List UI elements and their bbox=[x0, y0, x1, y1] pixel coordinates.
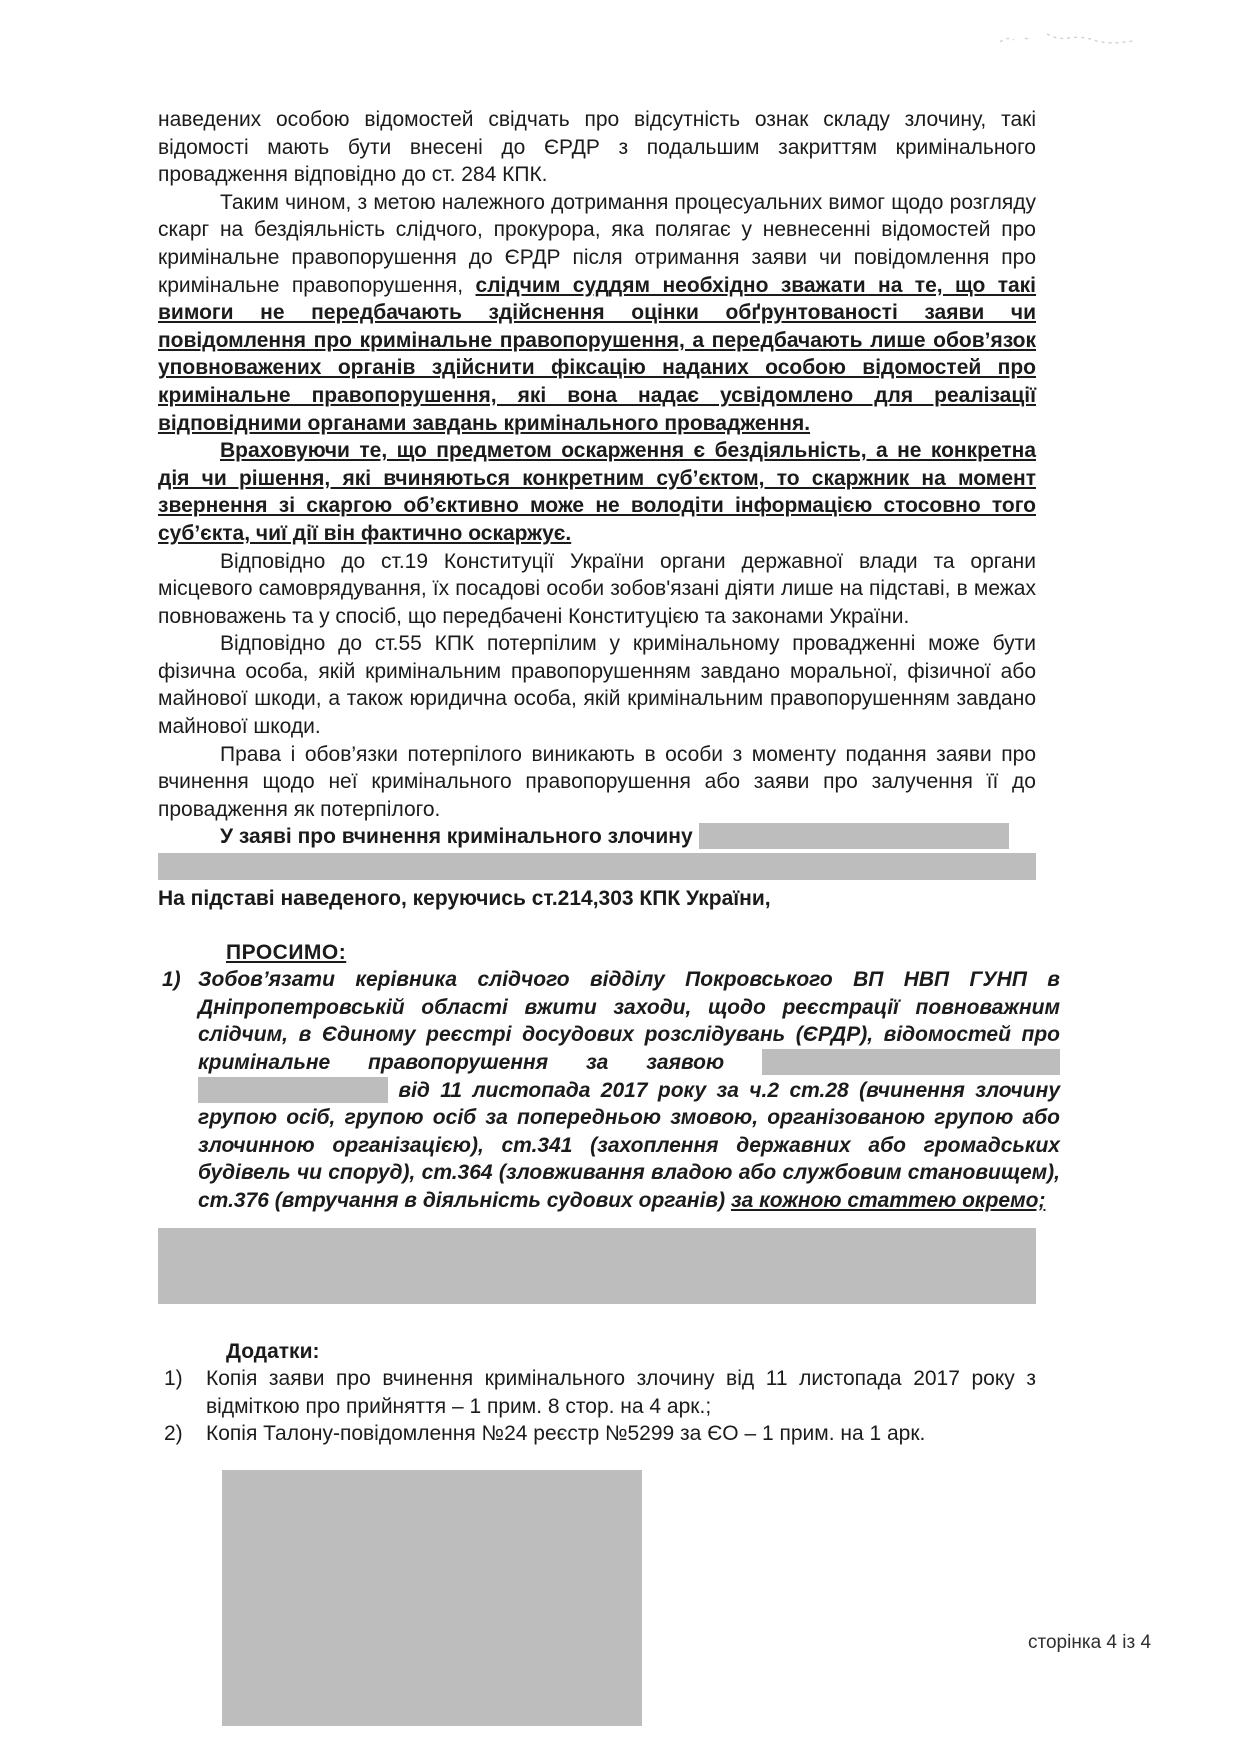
legal-basis-line: На підставі наведеного, керуючись ст.214,303 КПК України, bbox=[158, 887, 771, 911]
document-body bbox=[158, 106, 1060, 1726]
redaction-block-inline-2 bbox=[762, 1049, 1060, 1075]
attachment-text: Копія Талону-повідомлення №24 реєстр №5299 за ЄО – 1 прим. на 1 арк. bbox=[206, 1422, 926, 1446]
attachment-item-2 bbox=[158, 1420, 1036, 1448]
redaction-block-inline-1 bbox=[699, 823, 1009, 849]
request-text-underlined-tail: за кожною статтею окремо; bbox=[730, 1188, 1046, 1212]
paragraph-3-underlined-text: Враховуючи те, що предметом оскарження є бездіяльність, а не конкретна дія чи рішення, які вчиняються конкретним суб’єктом, то скаржник на момент звернення зі скаргою об’єктивно може не володіти інформацією стосовно того суб’єкта, чиї дії він фактично оскаржує. bbox=[158, 439, 1036, 545]
paragraph-subject-of-appeal bbox=[158, 437, 1036, 547]
attachment-item-1 bbox=[158, 1365, 1036, 1420]
paragraph-crime-statement bbox=[158, 823, 1036, 851]
paragraph-intro: наведених особою відомостей свідчать про відсутність ознак складу злочину, такі відомості мають бути внесені до ЄРДР з подальшим закриттям кримінального провадження відповідно до ст. 284 КПК. bbox=[158, 108, 1036, 187]
paragraph-7-bold-text: У заяві про вчинення кримінального злочину bbox=[220, 825, 693, 849]
paragraph-cpc-art55: Відповідно до ст.55 КПК потерпілим у кримінальному провадженні може бути фізична особа, якій кримінальним правопорушенням завдано моральної, фізичної або майнової шкоди, а також юридична особа, якій кримінальним правопорушенням завдано майнової шкоди. bbox=[158, 632, 1036, 739]
paragraph-procedural-requirements bbox=[158, 189, 1036, 437]
attachment-number: 1) bbox=[164, 1367, 183, 1391]
page-number-footer: сторінка 4 із 4 bbox=[1028, 1632, 1152, 1653]
request-item-number: 1) bbox=[162, 968, 181, 992]
request-item-text bbox=[198, 966, 1060, 1214]
paragraph-victim-rights: Права і обов’язки потерпілого виникають в особи з моменту подання заяви про вчинення щодо неї кримінального правопорушення або заяви про залучення її до провадження як потерпілого. bbox=[158, 742, 1036, 821]
redaction-block-bottom bbox=[222, 1470, 642, 1726]
attachment-number: 2) bbox=[164, 1422, 183, 1446]
attachments-heading: Додатки: bbox=[226, 1339, 320, 1363]
request-text-before-redaction: Зобов’язати керівника слідчого відділу Покровського ВП НВП ГУНП в Дніпропетровській області вжити заходи, щодо реєстрації повноважним слідчим, в Єдиному реєстрі досудових розслідувань (ЄРДР), відомостей про кримінальне правопорушення за заявою bbox=[198, 968, 1060, 1074]
redaction-block-large bbox=[158, 1228, 1036, 1304]
request-list-item-1 bbox=[158, 966, 1060, 1214]
request-heading-text: ПРОСИМО: bbox=[226, 940, 347, 964]
redaction-block-inline-3 bbox=[198, 1077, 388, 1103]
scan-noise-mark bbox=[995, 24, 1145, 54]
request-section-heading bbox=[226, 939, 1036, 967]
redaction-block-full-line bbox=[158, 853, 1036, 880]
paragraph-2-plain-text: Таким чином, з метою належного дотримання процесуальних вимог щодо розгляду скарг на бездіяльність слідчого, прокурора, яка полягає у невнесенні відомостей про кримінальне правопорушення до ЄРДР після отримання заяви чи повідомлення про кримінальне правопорушення, bbox=[158, 190, 1036, 297]
request-text-after-redaction: від 11 листопада 2017 року за ч.2 ст.28 (вчинення злочину групою осіб, групою осіб за попередньою змовою, організованою групою або злочинною організацією), ст.341 (захоплення державних або громадських будівель чи споруд), ст.364 (зловживання владою або службовим становищем), ст.376 (втручання в діяльність судових органів) bbox=[198, 1078, 1060, 1212]
paragraph-constitution-art19: Відповідно до ст.19 Конституції України органи державної влади та органи місцевого самоврядування, їх посадові особи зобов'язані діяти лише на підставі, в межах повноважень та у спосіб, що передбачені Конституцією та законами України. bbox=[158, 549, 1036, 628]
paragraph-2-underlined-text: слідчим суддям необхідно зважати на те, що такі вимоги не передбачають здійснення оцінки обґрунтованості заяви чи повідомлення про кримінальне правопорушення, а передбачають лише обов’язок уповноважених органів здійснити фіксацію наданих особою відомостей про кримінальне правопорушення, які вона надає усвідомлено для реалізації відповідними органами завдань кримінального провадження. bbox=[158, 273, 1037, 435]
attachment-text: Копія заяви про вчинення кримінального злочину від 11 листопада 2017 року з відміткою про прийняття – 1 прим. 8 стор. на 4 арк.; bbox=[206, 1367, 1036, 1418]
